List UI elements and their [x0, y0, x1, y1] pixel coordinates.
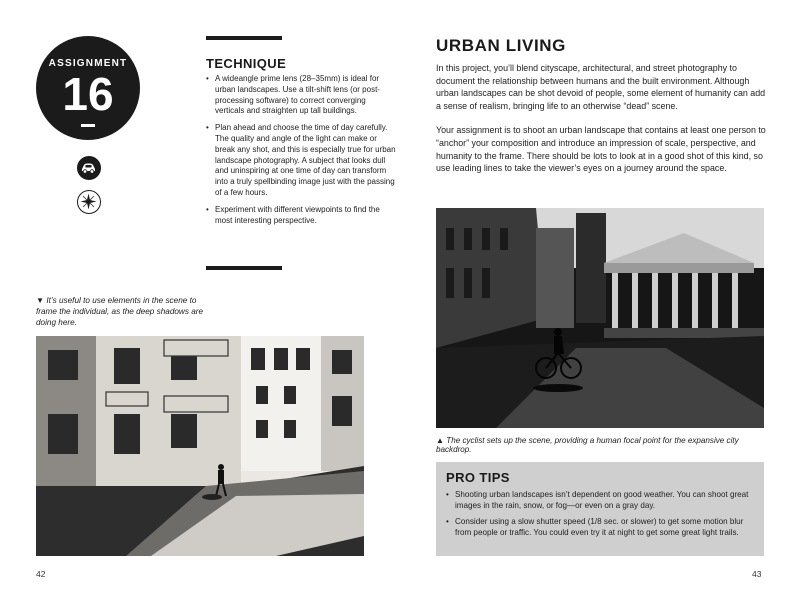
article-body	[436, 62, 766, 187]
pro-tips-list	[446, 489, 758, 543]
assignment-number: 16	[62, 68, 114, 120]
street-shadow-photo	[36, 336, 364, 556]
pro-tip-item: • Consider using a slow shutter speed (1/8 sec. or slower) to get some motion blur from people or traffic. You could even try it at night to get some great light trails.	[446, 516, 758, 538]
pro-tips-heading: PRO TIPS	[446, 470, 510, 485]
technique-bottom-rule	[206, 266, 282, 270]
technique-item: • Plan ahead and choose the time of day carefully. The quality and angle of the light can make or break any shot, and this is especially true for urban landscape photography. A subject that looks dull and uninspiring at one time of day can transform into a truly spellbinding image just with the passing of a few hours.	[206, 123, 396, 199]
page-number-right: 43	[752, 569, 762, 579]
technique-item: • A wideangle prime lens (28–35mm) is ideal for urban landscapes. Use a tilt-shift lens (or post-processing software) to correct converging verticals and straighten up tall buildings.	[206, 74, 396, 117]
article-paragraph: In this project, you’ll blend cityscape, architectural, and street photography to document the relationship between humans and the built environment. Although urban landscapes can be shot devoid of people, some element of humanity can add a sense of realism, bringing life to an otherwise “dead” scene.	[436, 63, 766, 111]
article-title: URBAN LIVING	[436, 36, 566, 55]
page-number-left: 42	[36, 569, 46, 579]
technique-top-rule	[206, 36, 282, 40]
cyclist-city-photo	[436, 208, 764, 428]
assignment-badge	[36, 36, 140, 140]
pro-tips-box	[436, 462, 764, 556]
pro-tip-item: • Shooting urban landscapes isn’t dependent on good weather. You can shoot great images in the rain, snow, or fog—or even on a gray day.	[446, 489, 758, 511]
badge-dash	[81, 124, 95, 127]
compass-icon	[77, 190, 101, 214]
car-icon	[77, 156, 101, 180]
technique-list	[206, 74, 396, 232]
left-photo-caption: ▼ It’s useful to use elements in the scene to frame the individual, as the deep shadows are doing here.	[36, 296, 204, 327]
right-photo-caption: ▲ The cyclist sets up the scene, providing a human focal point for the expansive city backdrop.	[436, 436, 739, 454]
technique-item: • Experiment with different viewpoints to find the most interesting perspective.	[206, 205, 396, 227]
assignment-label: ASSIGNMENT	[48, 58, 128, 69]
article-paragraph: Your assignment is to shoot an urban landscape that contains at least one person to “anchor” your composition and introduce an impression of scale, perspective, and humanity to the frame. There should be lots to look at in a good shot of this kind, so use leading lines to take the viewer’s eyes on a journey around the space.	[436, 125, 766, 174]
technique-heading: TECHNIQUE	[206, 56, 287, 71]
